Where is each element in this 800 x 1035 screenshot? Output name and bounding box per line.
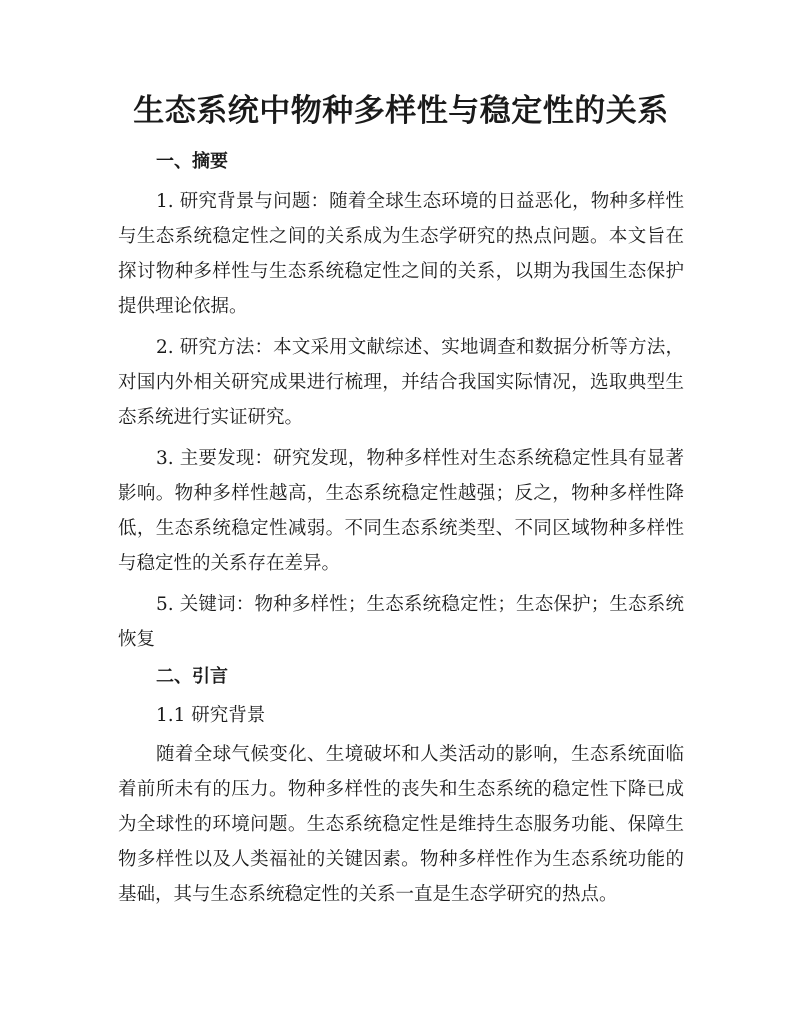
abstract-paragraph-keywords: 5. 关键词：物种多样性；生态系统稳定性；生态保护；生态系统恢复 (118, 594, 684, 650)
introduction-paragraph: 随着全球气候变化、生境破坏和人类活动的影响，生态系统面临着前所未有的压力。物种多样性的丧失和生态系统的稳定性下降已成为全球性的环境问题。生态系统稳定性是维持生态服务功能、保障生物多样性以及人类福祉的关键因素。物种多样性作为生态系统功能的基础，其与生态系统稳定性的关系一直是生态学研究的热点。 (118, 744, 684, 905)
abstract-paragraph-findings: 3. 主要发现：研究发现，物种多样性对生态系统稳定性具有显著影响。物种多样性越高，生态系统稳定性越强；反之，物种多样性降低，生态系统稳定性减弱。不同生态系统类型、不同区域物种多样性与稳定性的关系存在差异。 (118, 448, 684, 574)
abstract-paragraph-methods: 2. 研究方法：本文采用文献综述、实地调查和数据分析等方法，对国内外相关研究成果进行梳理，并结合我国实际情况，选取典型生态系统进行实证研究。 (118, 337, 684, 428)
section-heading-abstract: 一、摘要 (156, 151, 228, 172)
abstract-paragraph-background: 1. 研究背景与问题：随着全球生态环境的日益恶化，物种多样性与生态系统稳定性之间的关系成为生态学研究的热点问题。本文旨在探讨物种多样性与生态系统稳定性之间的关系，以期为我国生态保护提供理论依据。 (118, 191, 684, 317)
section-heading-introduction: 二、引言 (156, 666, 228, 687)
document-page (118, 88, 684, 918)
subsection-heading-background: 1.1 研究背景 (156, 705, 266, 726)
document-title: 生态系统中物种多样性与稳定性的关系 (133, 93, 669, 129)
